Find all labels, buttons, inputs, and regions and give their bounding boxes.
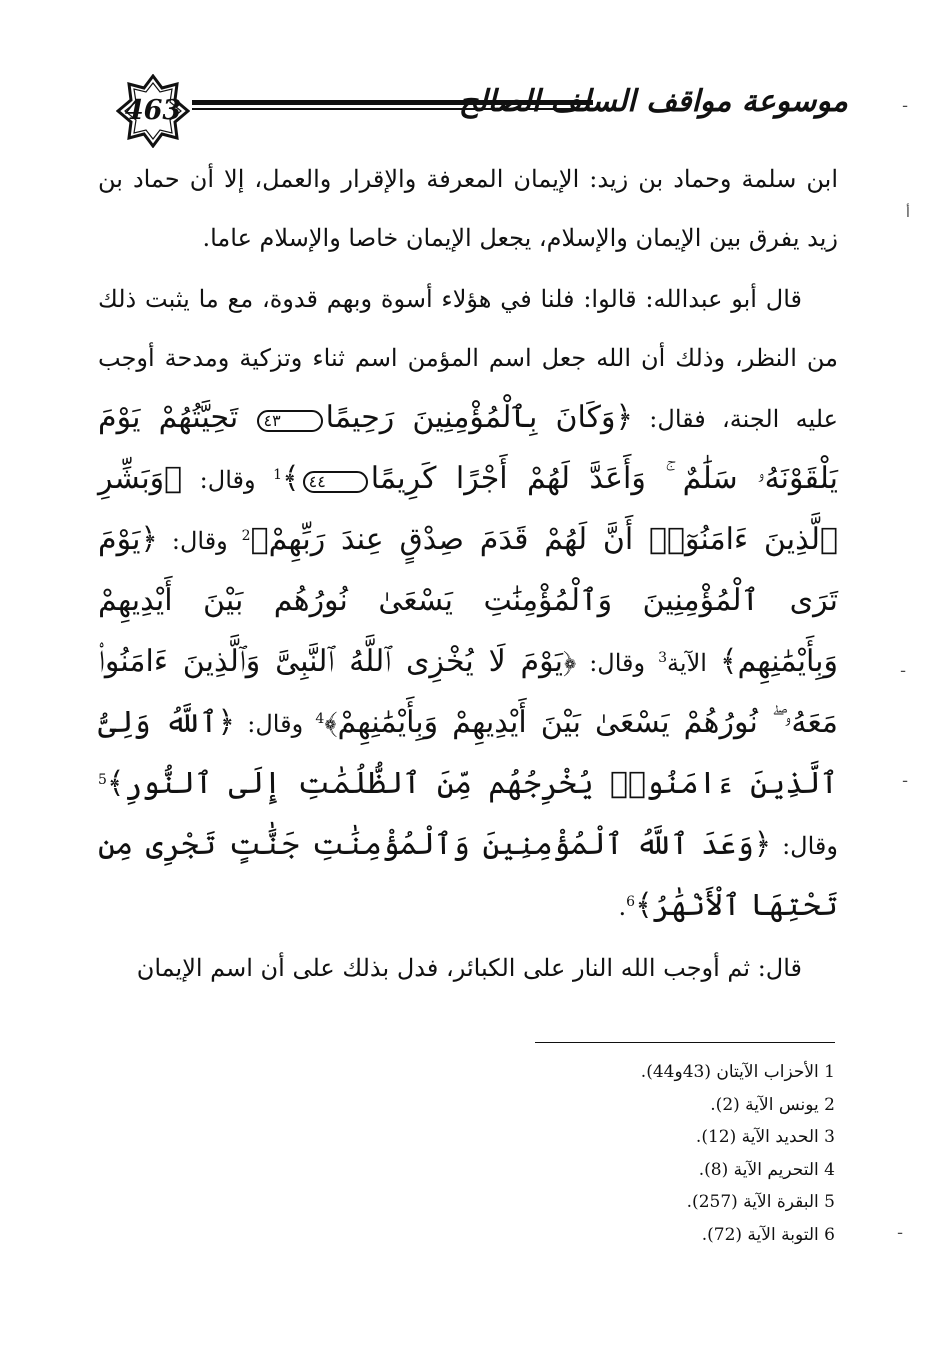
said-word: وقال: — [589, 649, 646, 677]
footnotes — [480, 1056, 835, 1251]
end-dot: . — [618, 893, 627, 921]
quran-verse-4: ﴿يَوْمَ لَا يُخْزِى ٱللَّهُ ٱلنَّبِىَّ وَٱلَّذِينَ ءَامَنُوا۟ مَعَهُۥ ۖ نُورُهُمْ يَسْعَىٰ بَيْنَ أَيْدِيهِمْ وَبِأَيْمَٰنِهِمْ﴾ — [98, 644, 838, 740]
footnote-item: 1 الأحزاب الآيتان (43و44). — [640, 1062, 835, 1082]
quran-close-bracket: ﴾ — [282, 461, 300, 496]
margin-mark: ـ — [903, 770, 908, 786]
footnote-ref: 4 — [315, 711, 325, 727]
footnote-ref: 3 — [658, 650, 668, 666]
paragraph-2 — [98, 270, 838, 937]
said-word: وقال: — [199, 466, 256, 494]
quran-verse-1b: تَحِيَّتُهُمْ يَوْمَ يَلْقَوْنَهُۥ سَلَٰمٌ ۚ وَأَعَدَّ لَهُمْ أَجْرًا كَرِيمًا — [98, 400, 838, 496]
page-header — [108, 66, 848, 156]
footnote-ref: 2 — [241, 528, 251, 544]
said-word: وقال: — [171, 527, 228, 555]
footnote-ref: 1 — [273, 467, 283, 483]
footnote-item: 4 التحريم الآية (8). — [698, 1159, 835, 1180]
footnote-ref: 5 — [98, 772, 107, 788]
footnote-item: 3 الحديد الآية (12). — [695, 1127, 835, 1147]
margin-mark: أ — [906, 205, 910, 221]
ayah-number-marker: ٤٤ — [303, 471, 368, 493]
body-text — [98, 150, 838, 998]
footnote-item: 2 يونس الآية (2). — [710, 1094, 835, 1115]
footnote-item: 5 البقرة الآية (257). — [686, 1192, 835, 1212]
paragraph-1: ابن سلمة وحماد بن زيد: الإيمان المعرفة والإقرار والعمل، إلا أن حماد بن زيد يفرق بين الإيمان والإسلام، يجعل الإيمان خاصا والإسلام عاما. — [98, 165, 838, 252]
footnote-separator — [535, 1042, 835, 1043]
quran-verse-5: ﴿ٱللَّهُ وَلِىُّ ٱلَّذِينَ ءَامَنُوا۟ يُخْرِجُهُم مِّنَ ٱلظُّلُمَٰتِ إِلَى ٱلنُّورِ﴾ — [98, 705, 838, 801]
said-word: وقال: — [247, 710, 304, 738]
margin-mark: ـ — [903, 95, 908, 111]
paragraph-3: قال: ثم أوجب الله النار على الكبائر، فدل بذلك على أن اسم الإيمان — [136, 954, 802, 982]
margin-mark: ـ — [898, 1222, 903, 1238]
page-number: 463 — [124, 95, 182, 126]
paragraph-2-intro: قال أبو عبدالله: قالوا: فلنا في هؤلاء أسوة وبهم قدوة، مع ما يثبت ذلك من النظر، وذلك أن الله جعل اسم المؤمن اسم ثناء وتزكية ومدحة أوجب عليه الجنة، فقال: — [98, 285, 838, 433]
footnote-item: 6 التوبة الآية (72). — [701, 1224, 835, 1245]
quran-verse-3: ﴿يَوْمَ تَرَى ٱلْمُؤْمِنِينَ وَٱلْمُؤْمِنَٰتِ يَسْعَىٰ نُورُهُم بَيْنَ أَيْدِيهِمْ وَبِأَيْمَٰنِهِم﴾ — [98, 522, 838, 679]
footnote-ref: 6 — [626, 894, 636, 910]
margin-mark: ـ — [901, 660, 906, 676]
page-number-badge — [116, 74, 190, 148]
series-title: موسوعة مواقف السلف الصالح — [458, 84, 848, 119]
said-word: وقال: — [782, 832, 838, 860]
quran-verse-2: ﴿وَبَشِّرِ ٱلَّذِينَ ءَامَنُوٓا۟ أَنَّ لَهُمْ قَدَمَ صِدْقٍ عِندَ رَبِّهِمْ﴾ — [98, 461, 838, 557]
quran-verse-1: ﴿وَكَانَ بِٱلْمُؤْمِنِينَ رَحِيمًا — [325, 400, 634, 435]
ayah-number-marker: ٤٣ — [257, 410, 322, 432]
quran-verse-6: ﴿وَعَدَ ٱللَّهُ ٱلْمُؤْمِنِينَ وَٱلْمُؤْمِنَٰتِ جَنَّٰتٍ تَجْرِى مِن تَحْتِهَا ٱلْأَنْهَٰرُ﴾ — [98, 827, 838, 923]
verse-suffix: الآية — [667, 649, 707, 677]
